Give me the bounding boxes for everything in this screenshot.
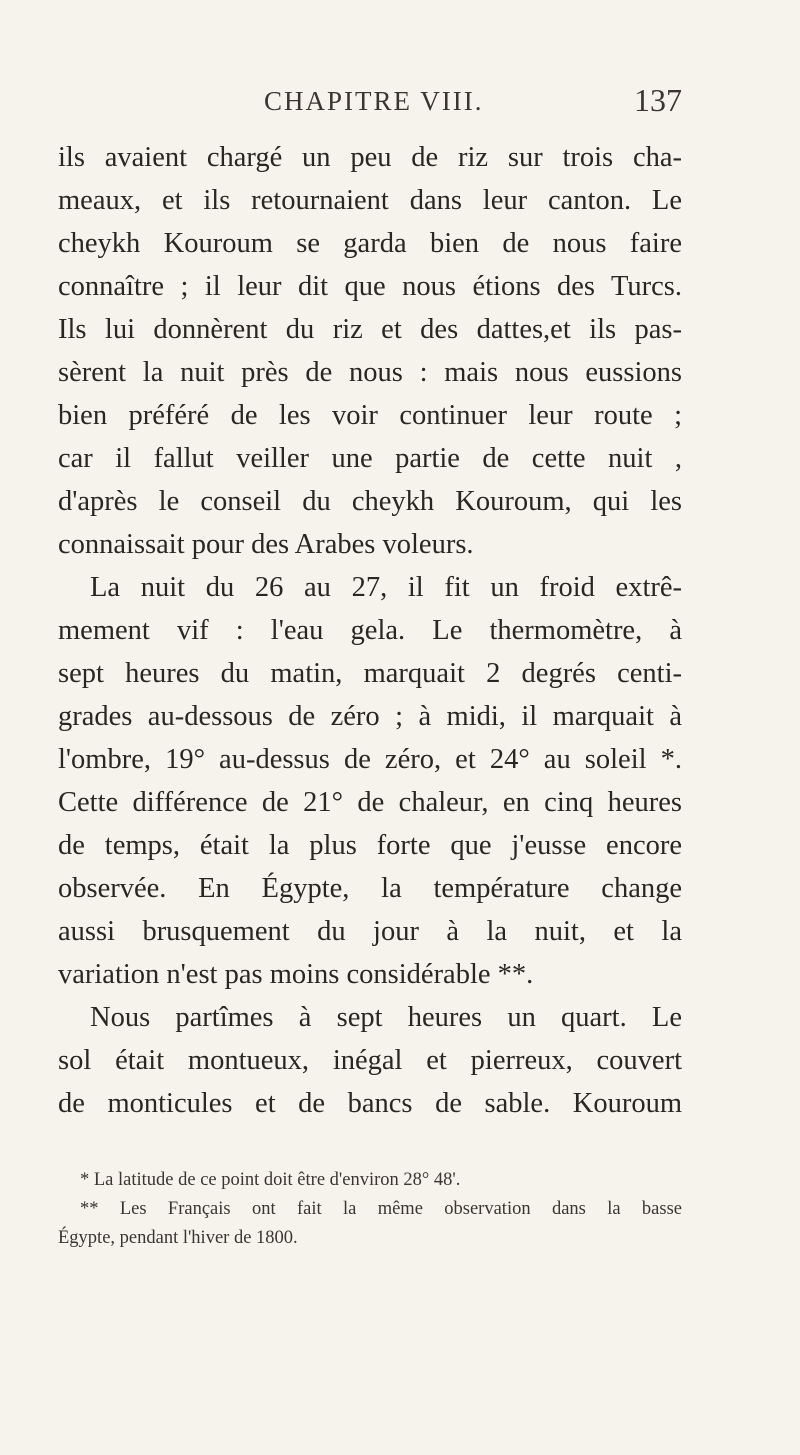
footnote-1: * La latitude de ce point doit être d'environ 28° 48'. (80, 1170, 461, 1190)
text-line: connaître ; il leur dit que nous étions des Turcs. (58, 271, 682, 302)
text-line: variation n'est pas moins considérable **. (58, 959, 534, 990)
text-line: l'ombre, 19° au-dessus de zéro, et 24° au soleil *. (58, 744, 682, 775)
text-line: de monticules et de bancs de sable. Kouroum (58, 1088, 682, 1119)
footnote-2-continuation: Égypte, pendant l'hiver de 1800. (58, 1228, 298, 1248)
text-line: sèrent la nuit près de nous : mais nous eussions (58, 357, 682, 388)
text-line: meaux, et ils retournaient dans leur canton. Le (58, 185, 682, 216)
footnotes (58, 1166, 682, 1253)
text-line: ils avaient chargé un peu de riz sur trois cha- (58, 142, 682, 173)
running-head (58, 82, 682, 122)
text-line: mement vif : l'eau gela. Le thermomètre, à (58, 615, 682, 646)
footnote-2: ** Les Français ont fait la même observation dans la basse (80, 1199, 682, 1219)
text-line: connaissait pour des Arabes voleurs. (58, 529, 474, 560)
text-line: sept heures du matin, marquait 2 degrés centi- (58, 658, 682, 689)
body-text (58, 136, 682, 1125)
page-number: 137 (634, 82, 682, 118)
text-line: grades au-dessous de zéro ; à midi, il marquait à (58, 701, 682, 732)
text-line: Nous partîmes à sept heures un quart. Le (90, 1002, 682, 1033)
text-line: bien préféré de les voir continuer leur route ; (58, 400, 682, 431)
text-line: de temps, était la plus forte que j'eusse encore (58, 830, 682, 861)
text-line: observée. En Égypte, la température change (58, 873, 682, 904)
text-line: d'après le conseil du cheykh Kouroum, qui les (58, 486, 682, 517)
chapter-title: CHAPITRE VIII. (264, 86, 484, 116)
text-line: Ils lui donnèrent du riz et des dattes,et ils pas- (58, 314, 682, 345)
text-line: Cette différence de 21° de chaleur, en cinq heures (58, 787, 682, 818)
text-line: La nuit du 26 au 27, il fit un froid extrê- (90, 572, 682, 603)
text-line: sol était montueux, inégal et pierreux, couvert (58, 1045, 682, 1076)
text-line: cheykh Kouroum se garda bien de nous faire (58, 228, 682, 259)
text-line: aussi brusquement du jour à la nuit, et la (58, 916, 682, 947)
text-line: car il fallut veiller une partie de cette nuit , (58, 443, 682, 474)
